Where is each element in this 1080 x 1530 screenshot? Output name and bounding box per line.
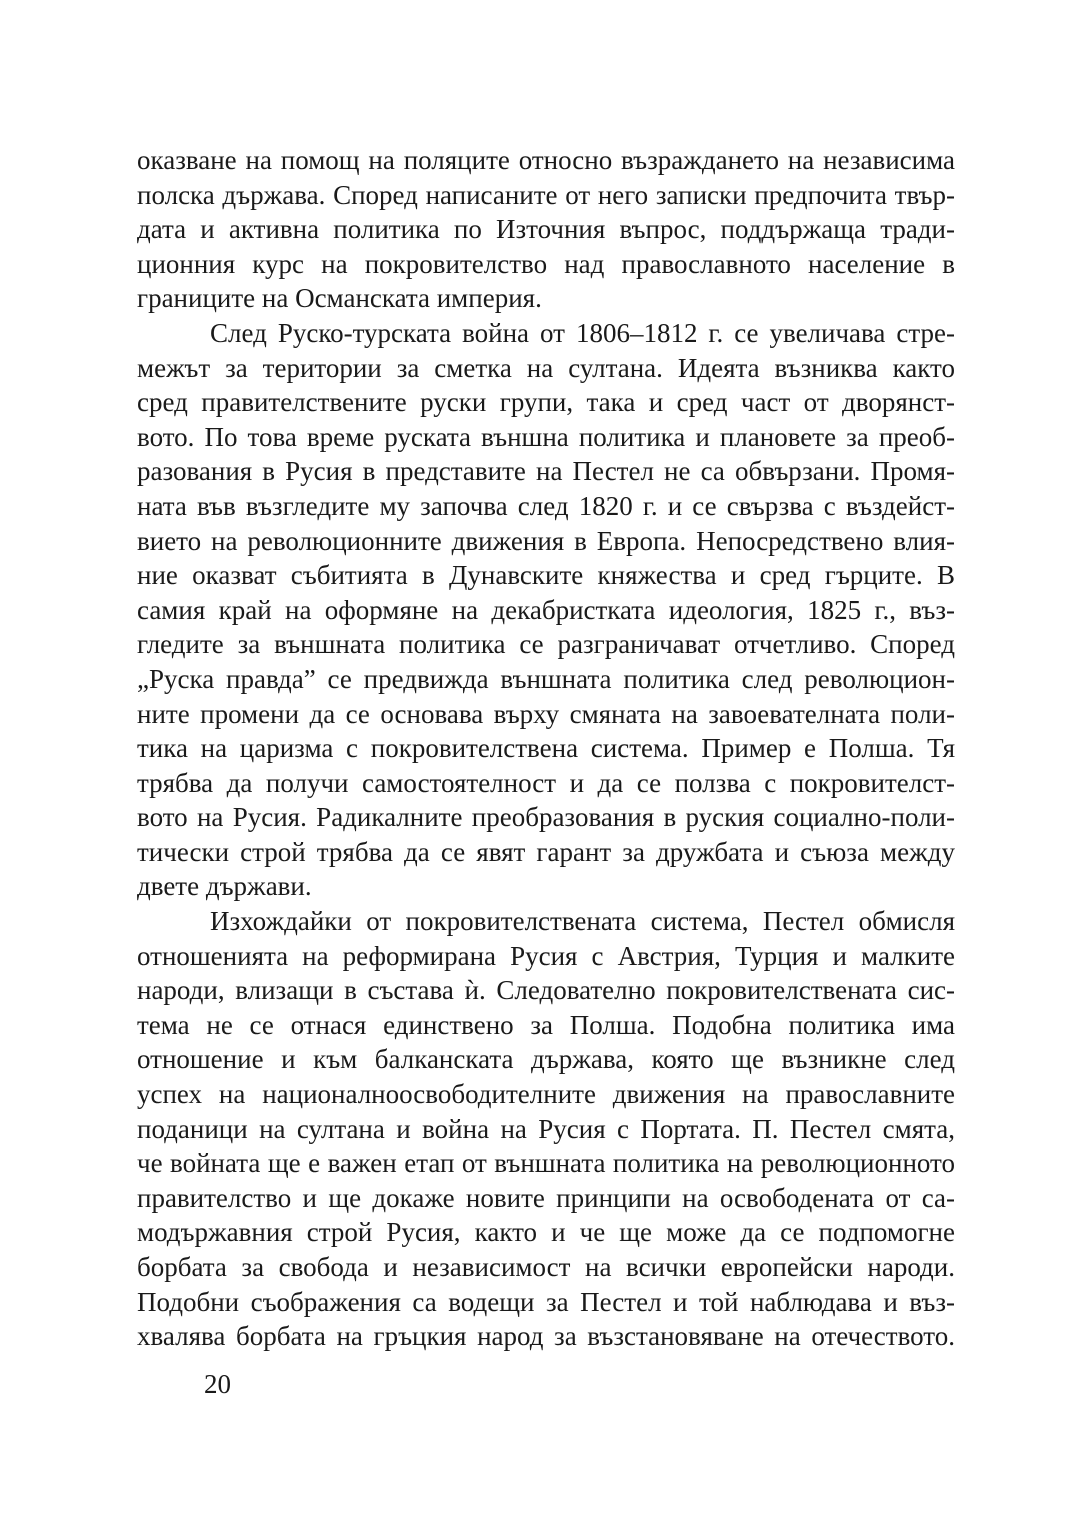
text-line: дата и активна политика по Източния въпрос, поддържаща тради- xyxy=(137,214,955,245)
text-line: Изхождайки от покровителствената система, Пестел обмисля xyxy=(210,906,955,937)
text-line: двете държави. xyxy=(137,871,312,902)
text-line: ционния курс на покровителство над православното население в xyxy=(137,248,955,279)
text-line: модържавния строй Русия, както и че ще може да се подпомогне xyxy=(137,1217,955,1248)
page-body xyxy=(137,143,955,1354)
text-line: Подобни съображения са водещи за Пестел и той наблюдава и въз- xyxy=(137,1286,955,1317)
text-line: ние оказват събитията в Дунавските княжества и сред гърците. В xyxy=(137,560,955,591)
text-line: вото. По това време руската външна политика и плановете за преоб- xyxy=(137,421,955,452)
text-line: границите на Османската империя. xyxy=(137,283,542,314)
text-line: успех на националноосвободителните движения на православните xyxy=(137,1079,955,1110)
text-line: вието на революционните движения в Европа. Непосредствено влия- xyxy=(137,525,955,556)
text-line: гледите за външната политика се разграничават отчетливо. Според xyxy=(137,629,955,660)
text-line: ната във възгледите му започва след 1820 г. и се свързва с въздейст- xyxy=(137,490,955,521)
text-line: тически строй трябва да се явят гарант за дружбата и съюза между xyxy=(137,836,955,867)
text-line: След Руско-турската война от 1806–1812 г. се увеличава стре- xyxy=(210,317,955,348)
text-line: ните промени да се основава върху смяната на завоевателната поли- xyxy=(137,698,955,729)
text-line: межът за територии за сметка на султана. Идеята възниква както xyxy=(137,352,955,383)
page-number: 20 xyxy=(204,1369,231,1399)
text-line: народи, влизащи в състава ѝ. Следователно покровителствената сис- xyxy=(137,975,955,1006)
text-line: правителство и ще докаже новите принципи на освободената от са- xyxy=(137,1182,955,1213)
text-line: сред правителствените руски групи, така и сред част от дворянст- xyxy=(137,387,955,418)
text-line: оказване на помощ на поляците относно възраждането на независима xyxy=(137,145,955,175)
text-line: борбата за свобода и независимост на всички европейски народи. xyxy=(137,1252,955,1282)
text-line: поданици на султана и война на Русия с Портата. П. Пестел смята, xyxy=(137,1113,955,1144)
text-line: трябва да получи самостоятелност и да се ползва с покровителст- xyxy=(137,767,955,798)
text-line: разования в Русия в представите на Пестел не са обвързани. Промя- xyxy=(137,456,955,487)
text-line: тема не се отнася единствено за Полша. Подобна политика има xyxy=(137,1009,955,1040)
text-line: че войната ще е важен етап от външната политика на революционното xyxy=(137,1148,955,1179)
text-line: отношение и към балканската държава, която ще възникне след xyxy=(137,1044,955,1075)
text-line: хвалява борбата на гръцкия народ за възстановяване на отечеството. xyxy=(137,1321,955,1352)
text-line: самия край на оформяне на декабристката идеология, 1825 г., въз- xyxy=(137,594,955,625)
text-line: отношенията на реформирана Русия с Австрия, Турция и малките xyxy=(137,940,955,971)
text-line: вото на Русия. Радикалните преобразования в руския социално-поли- xyxy=(137,802,955,833)
text-line: полска държава. Според написаните от него записки предпочита твър- xyxy=(137,179,955,210)
text-line: „Руска правда” се предвижда външната политика след революцион- xyxy=(137,663,955,694)
text-line: тика на царизма с покровителствена система. Пример е Полша. Тя xyxy=(137,733,955,764)
